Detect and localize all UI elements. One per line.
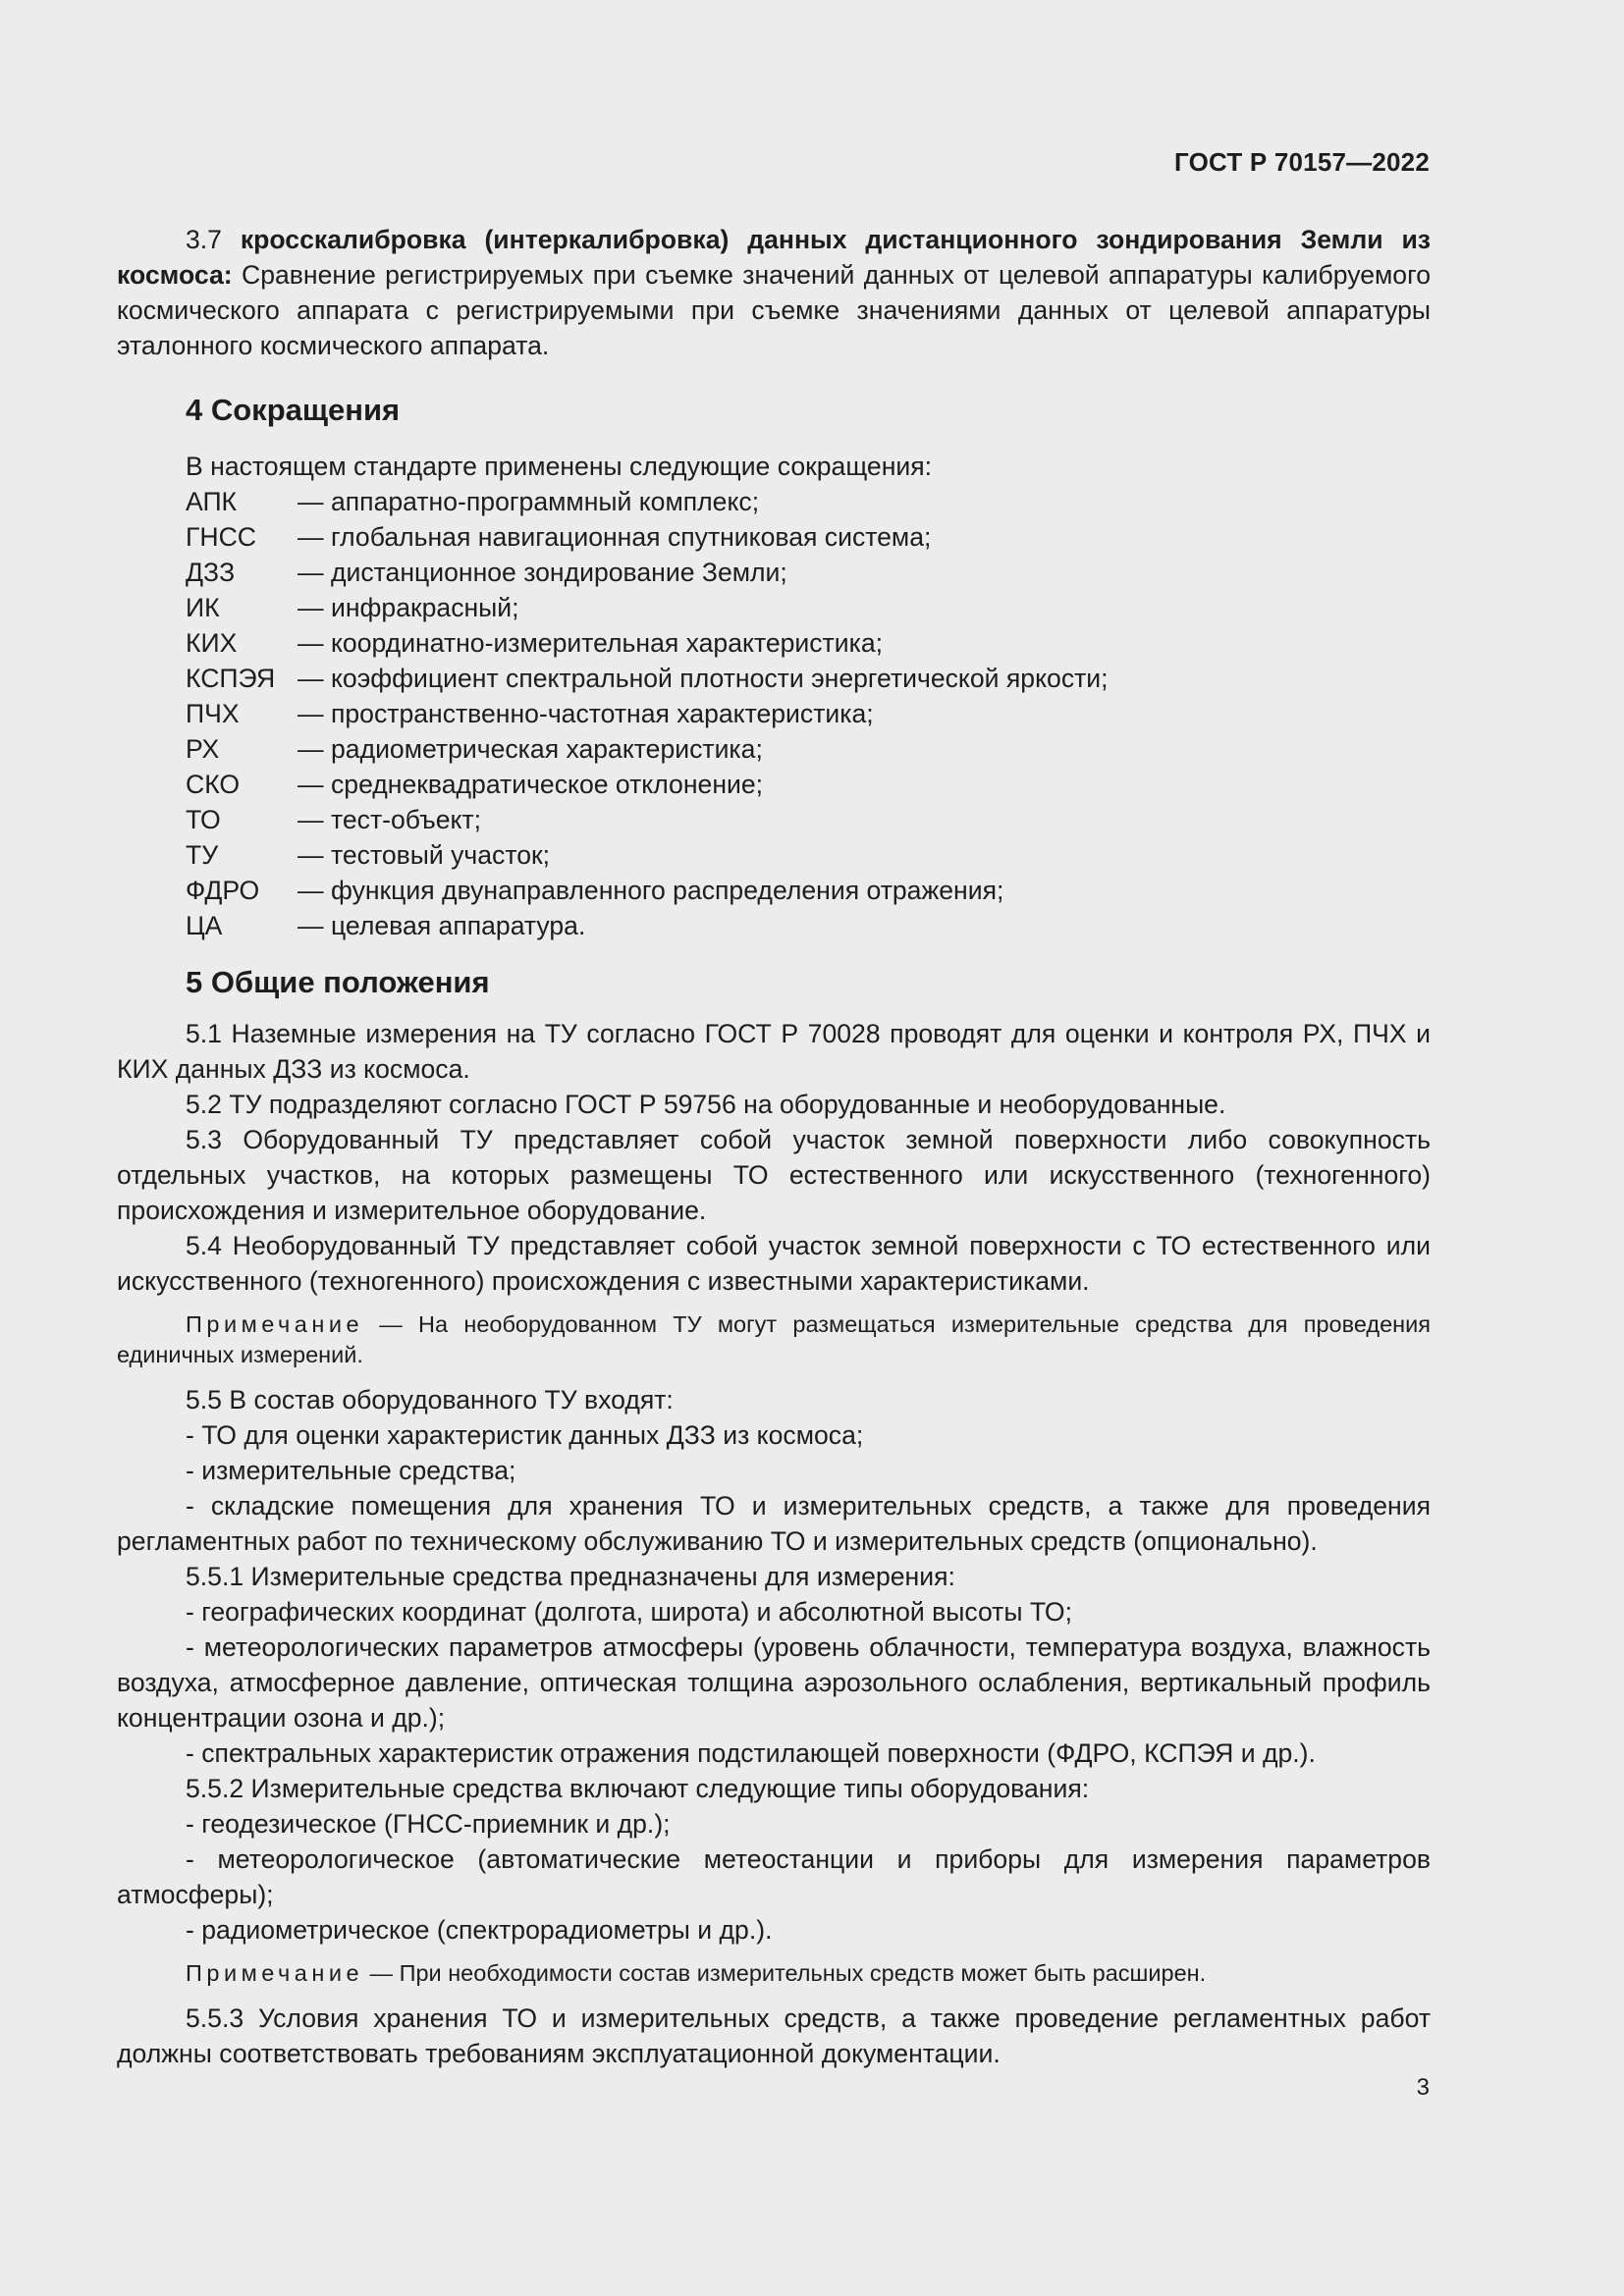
list-item: - ТО для оценки характеристик данных ДЗЗ из космоса; [186,1420,864,1450]
paragraph-5-5-1: 5.5.1 Измерительные средства предназначены для измерения: [186,1562,955,1591]
abbreviation-term: ИК [186,593,220,622]
section-4-title: 4 Сокращения [186,393,401,427]
abbreviation-definition: — тест-объект; [298,805,482,834]
abbreviation-row [186,908,1431,943]
paragraph-5-3: 5.3 Оборудованный ТУ представляет собой участок земной поверхности либо совокупность отдельных участков, на которых размещены ТО естественного или искусственного (техногенного) происхождения и измерительное оборудование. [117,1125,1431,1225]
abbreviation-term: ФДРО [186,876,260,905]
abbreviation-term: КСПЭЯ [186,664,276,693]
abbreviations-intro: В настоящем стандарте применены следующие сокращения: [186,452,933,481]
note-1 [117,1309,1431,1370]
abbreviation-row [186,873,1431,908]
abbreviation-row [186,484,1431,519]
list-item: - географических координат (долгота, широта) и абсолютной высоты ТО; [186,1597,1072,1627]
abbreviation-definition: — координатно-измерительная характеристика; [298,628,883,658]
paragraph-5-5-2: 5.5.2 Измерительные средства включают следующие типы оборудования: [186,1774,1090,1803]
abbreviation-row [186,661,1431,696]
definition-term: кросскалибровка (интеркалибровка) данных дистанционного зондирования Земли из космоса: [117,225,1432,290]
definition-text: Сравнение регистрируемых при съемке значений данных от целевой аппаратуры калибруемого космического аппарата с регистрируемыми при съемке значениями данных от целевой аппаратуры эталонного космического аппарата. [117,260,1432,360]
abbreviation-row [186,625,1431,661]
list-item: - складские помещения для хранения ТО и измерительных средств, а также для проведения регламентных работ по техническому обслуживанию ТО и измерительных средств (опционально). [117,1491,1431,1556]
page-content [117,222,1431,2071]
page-number: 3 [1416,2074,1430,2101]
abbreviation-definition: — пространственно-частотная характеристика; [298,699,874,728]
abbreviation-term: ПЧХ [186,699,240,728]
abbreviation-definition: — коэффициент спектральной плотности энергетической яркости; [298,664,1109,693]
abbreviation-row [186,555,1431,590]
list-item: - радиометрическое (спектрорадиометры и др.). [186,1915,773,1945]
abbreviation-term: ЦА [186,911,223,940]
definition-number: 3.7 [186,225,222,254]
paragraph-5-1: 5.1 Наземные измерения на ТУ согласно ГОСТ Р 70028 проводят для оценки и контроля РХ, ПЧХ и КИХ данных ДЗЗ из космоса. [117,1019,1431,1084]
definition-3-7 [117,222,1431,363]
abbreviation-term: ТО [186,805,221,834]
abbreviation-definition: — инфракрасный; [298,593,519,622]
abbreviation-definition: — аппаратно-программный комплекс; [298,487,760,516]
note-label: Примечание [186,1960,364,1986]
list-item: - измерительные средства; [186,1456,516,1485]
note-text: — На необорудованном ТУ могут размещаться измерительные средства для проведения единичных измерений. [117,1311,1431,1367]
note-2 [117,1958,1431,1989]
list-item: - метеорологическое (автоматические метеостанции и приборы для измерения параметров атмосферы); [117,1844,1431,1909]
list-item: - геодезическое (ГНСС-приемник и др.); [186,1809,671,1839]
abbreviation-row [186,802,1431,837]
abbreviation-definition: — тестовый участок; [298,840,551,870]
abbreviation-term: АПК [186,487,238,516]
abbreviation-term: КИХ [186,628,238,658]
abbreviation-row [186,519,1431,555]
abbreviation-term: ТУ [186,840,219,870]
abbreviations-list [186,484,1431,943]
abbreviation-definition: — целевая аппаратура. [298,911,586,940]
abbreviation-definition: — функция двунаправленного распределения отражения; [298,876,1004,905]
paragraph-5-5-3: 5.5.3 Условия хранения ТО и измерительных средств, а также проведение регламентных работ должны соответствовать требованиям эксплуатационной документации. [117,2003,1431,2068]
note-text: — При необходимости состав измерительных средств может быть расширен. [363,1960,1207,1986]
paragraph-5-4: 5.4 Необорудованный ТУ представляет собой участок земной поверхности с ТО естественного или искусственного (техногенного) происхождения с известными характеристиками. [117,1231,1431,1296]
abbreviation-row [186,696,1431,731]
document-code: ГОСТ Р 70157—2022 [1174,147,1430,177]
abbreviation-row [186,590,1431,625]
abbreviation-definition: — среднеквадратическое отклонение; [298,770,764,799]
paragraph-5-2: 5.2 ТУ подразделяют согласно ГОСТ Р 59756 на оборудованные и необорудованные. [186,1090,1226,1119]
abbreviation-definition: — глобальная навигационная спутниковая система; [298,522,932,552]
abbreviation-row [186,837,1431,873]
abbreviation-definition: — радиометрическая характеристика; [298,734,763,764]
abbreviation-term: СКО [186,770,241,799]
section-5-title: 5 Общие положения [186,965,490,999]
abbreviation-term: ГНСС [186,522,257,552]
paragraph-5-5: 5.5 В состав оборудованного ТУ входят: [186,1385,674,1415]
abbreviation-definition: — дистанционное зондирование Земли; [298,558,787,587]
abbreviation-row [186,731,1431,767]
abbreviation-term: РХ [186,734,220,764]
list-item: - метеорологических параметров атмосферы (уровень облачности, температура воздуха, влажность воздуха, атмосферное давление, оптическая толщина аэрозольного ослабления, вертикальный профиль концентрации озона и др.); [117,1632,1431,1733]
abbreviation-row [186,767,1431,802]
note-label: Примечание [186,1311,364,1337]
list-item: - спектральных характеристик отражения подстилающей поверхности (ФДРО, КСПЭЯ и др.). [186,1738,1316,1768]
abbreviation-term: ДЗЗ [186,558,236,587]
